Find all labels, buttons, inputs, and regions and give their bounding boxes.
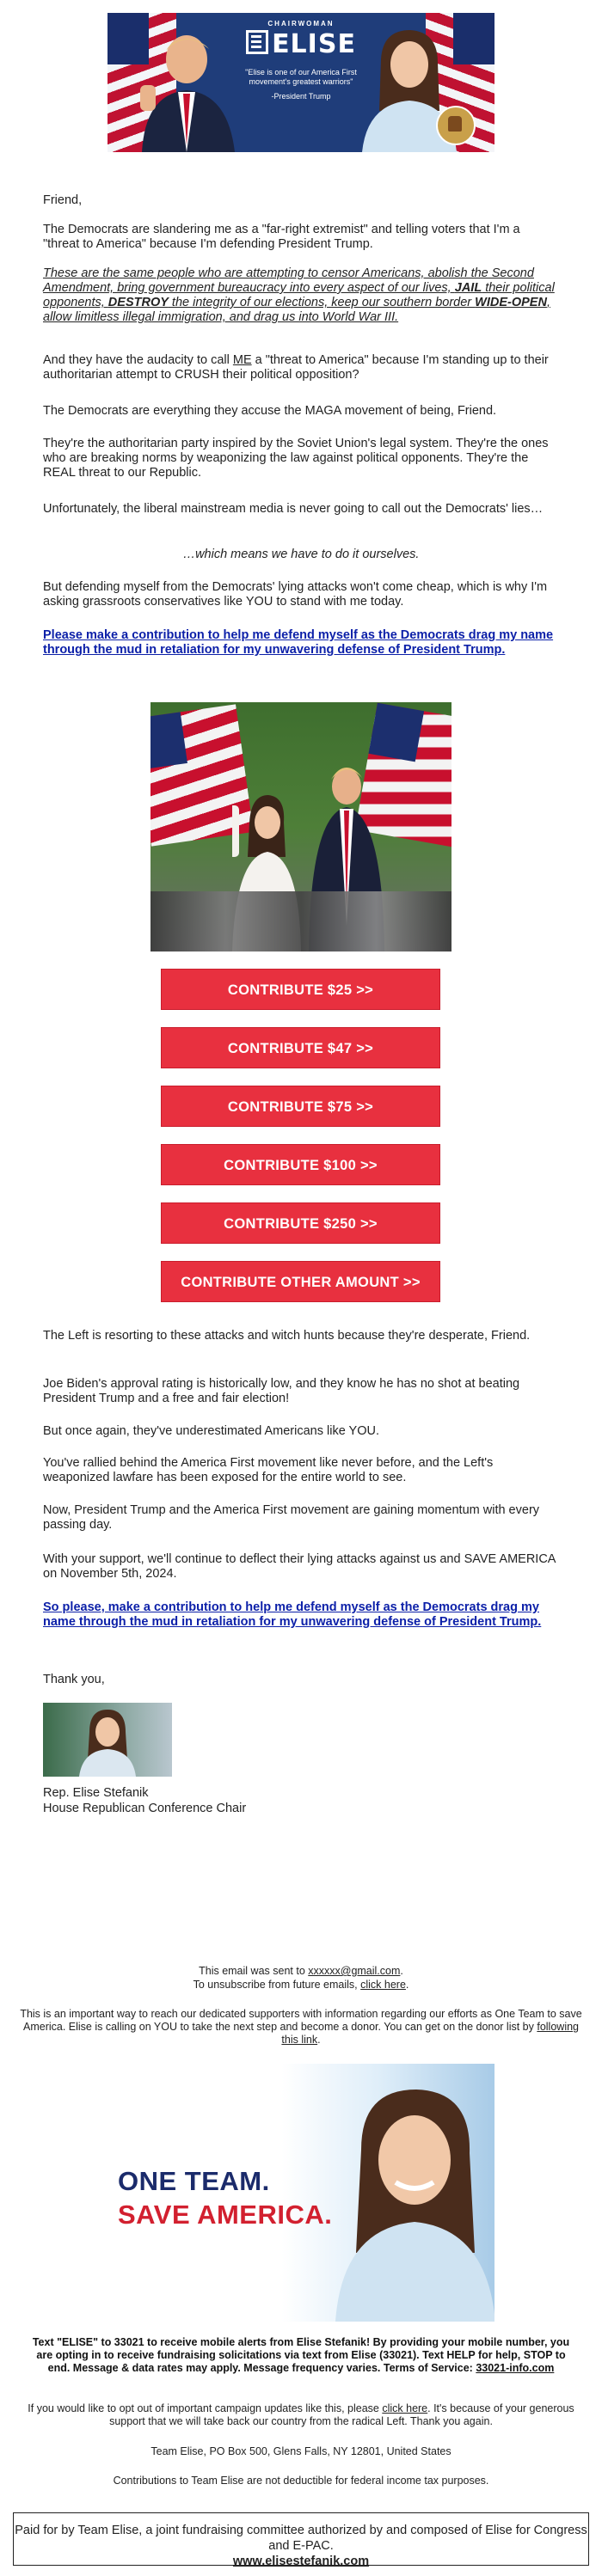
- logo-text: ELISE: [272, 29, 356, 59]
- greeting: Friend,: [43, 193, 83, 207]
- stefanik-promo-photo: [327, 2081, 494, 2322]
- unsubscribe-link[interactable]: click here: [360, 1979, 406, 1991]
- logo-e-icon: [246, 30, 268, 54]
- paid-for-box: [13, 2512, 589, 2566]
- p3-part2: a "threat to America" because I'm standing up to their authoritarian attempt to CRUSH their political opposition?: [43, 353, 549, 382]
- mailing-address: Team Elise, PO Box 500, Glens Falls, NY 12801, United States: [150, 2445, 452, 2457]
- paragraph-10: Joe Biden's approval rating is historically low, and they know he has no shot at beating President Trump and a free and fair election!: [43, 1377, 520, 1405]
- paragraph-11: But once again, they've underestimated Americans like YOU.: [43, 1424, 379, 1438]
- paragraph-4: The Democrats are everything they accuse the MAGA movement of being, Friend.: [43, 404, 497, 418]
- contribute-other-button[interactable]: CONTRIBUTE OTHER AMOUNT >>: [161, 1261, 440, 1302]
- paragraph-6: Unfortunately, the liberal mainstream media is never going to call out the Democrats' lies…: [43, 502, 544, 516]
- p3-me: ME: [232, 353, 252, 367]
- paragraph-13: Now, President Trump and the America First movement are gaining momentum with every passing day.: [43, 1503, 540, 1532]
- paid-for-text: Paid for by Team Elise, a joint fundraising committee authorized by and composed of Elise for Congress and E-PAC.: [15, 2524, 587, 2553]
- elise-logo: [236, 29, 366, 59]
- p2-destroy: DESTROY: [108, 296, 169, 309]
- banner-kicker: CHAIRWOMAN: [267, 20, 335, 28]
- sms-disclaimer: Text "ELISE" to 33021 to receive mobile alerts from Elise Stefanik! By providing your mobile number, you are opting in to receive fundraising solicitations via text from Elise (33021). Text HELP for help, STOP to end. Message & data rates may apply. Message frequency varies. Terms of Service: 33021-info.com: [32, 2336, 570, 2374]
- promo-line-2: SAVE AMERICA.: [118, 2200, 333, 2230]
- closing: Thank you,: [43, 1673, 105, 1686]
- seal-icon: [436, 106, 476, 145]
- paragraph-1: The Democrats are slandering me as a "far-right extremist" and telling voters that I'm a "threat to America" because I'm defending President Trump.: [43, 223, 520, 251]
- crowd-foreground: [150, 891, 452, 951]
- paragraph-12: You've rallied behind the America First movement like never before, and the Left's weaponized lawfare has been exposed for the entire world to see.: [43, 1456, 494, 1484]
- contribute-250-button[interactable]: CONTRIBUTE $250 >>: [161, 1202, 440, 1244]
- donate-link-2-text[interactable]: So please, make a contribution to help me defend myself as the Democrats drag my name through the mud in retaliation for my unwavering defense of President Trump.: [43, 1600, 542, 1629]
- donate-link-1-text[interactable]: Please make a contribution to help me defend myself as the Democrats drag my name through the mud in retaliation for my unwavering defense of President Trump.: [43, 628, 554, 657]
- opt-out-paragraph: If you would like to opt out of important campaign updates like this, please click here. It's because of your generous support that we will take back our country from the radical Left. Thank you again.: [28, 2402, 574, 2427]
- p2-wideopen: WIDE-OPEN: [475, 296, 547, 309]
- unsubscribe-line: To unsubscribe from future emails, click here.: [193, 1979, 409, 1991]
- paragraph-14: With your support, we'll continue to deflect their lying attacks against us and SAVE AMERICA on November 5th, 2024.: [43, 1552, 556, 1581]
- paragraph-2: [43, 266, 559, 325]
- donate-link-2[interactable]: [43, 1600, 559, 1630]
- signature-name: Rep. Elise Stefanik: [43, 1786, 149, 1800]
- signature-photo: [43, 1703, 172, 1777]
- contribute-47-button[interactable]: CONTRIBUTE $47 >>: [161, 1027, 440, 1068]
- paragraph-8: But defending myself from the Democrats' lying attacks won't come cheap, which is why I'm asking grassroots conservatives like YOU to stand with me today.: [43, 580, 548, 609]
- website-link[interactable]: www.elisestefanik.com: [232, 2555, 370, 2568]
- p2-part1: These are the same people who are attempting to censor Americans, abolish the Second Amendment, bring government bureaucracy into every aspect of our lives,: [43, 266, 534, 295]
- one-team-promo-image[interactable]: [108, 2064, 494, 2322]
- contribute-100-button[interactable]: CONTRIBUTE $100 >>: [161, 1144, 440, 1185]
- paragraph-9: The Left is resorting to these attacks and witch hunts because they're desperate, Friend.: [43, 1329, 531, 1343]
- p2-jail: JAIL: [454, 281, 482, 295]
- paragraph-7: …which means we have to do it ourselves.: [182, 548, 420, 561]
- contribute-25-button[interactable]: CONTRIBUTE $25 >>: [161, 969, 440, 1010]
- p3-part1: And they have the audacity to call: [43, 353, 233, 367]
- banner-center: [236, 20, 366, 101]
- paragraph-5: They're the authoritarian party inspired by the Soviet Union's legal system. They're the ones who are breaking norms by weaponizing the law against political opponents. They're the REAL threat to our Republic.: [43, 437, 549, 480]
- opt-out-link[interactable]: click here: [382, 2402, 428, 2414]
- donor-list-link[interactable]: following this link: [281, 2021, 579, 2046]
- tax-disclaimer: Contributions to Team Elise are not deductible for federal income tax purposes.: [113, 2475, 489, 2487]
- contribute-75-button[interactable]: CONTRIBUTE $75 >>: [161, 1086, 440, 1127]
- trump-photo: [133, 25, 245, 152]
- rally-photo[interactable]: [150, 702, 452, 951]
- header-banner[interactable]: [108, 13, 494, 152]
- donate-link-1[interactable]: [43, 628, 559, 658]
- p2-part3: the integrity of our elections, keep our southern border: [168, 296, 476, 309]
- paragraph-3: [43, 353, 559, 382]
- p2-part4: , allow limitless illegal immigration, and drag us into World War III.: [43, 296, 550, 324]
- promo-line-1: ONE TEAM.: [118, 2166, 270, 2196]
- banner-attribution: -President Trump: [271, 92, 331, 101]
- p2-part2: their political opponents,: [43, 281, 555, 309]
- signature-title: House Republican Conference Chair: [43, 1802, 247, 1815]
- sms-terms-link[interactable]: 33021-info.com: [476, 2362, 555, 2374]
- donor-paragraph: This is an important way to reach our dedicated supporters with information regarding our efforts as One Team to save America. Elise is calling on YOU to take the next step and become a donor. You can get on the donor list by following this link.: [20, 2008, 582, 2046]
- banner-quote: "Elise is one of our America First movement's greatest warriors": [245, 68, 357, 86]
- sent-to-line: This email was sent to xxxxxx@gmail.com.: [199, 1965, 403, 1977]
- recipient-email[interactable]: xxxxxx@gmail.com: [308, 1965, 401, 1977]
